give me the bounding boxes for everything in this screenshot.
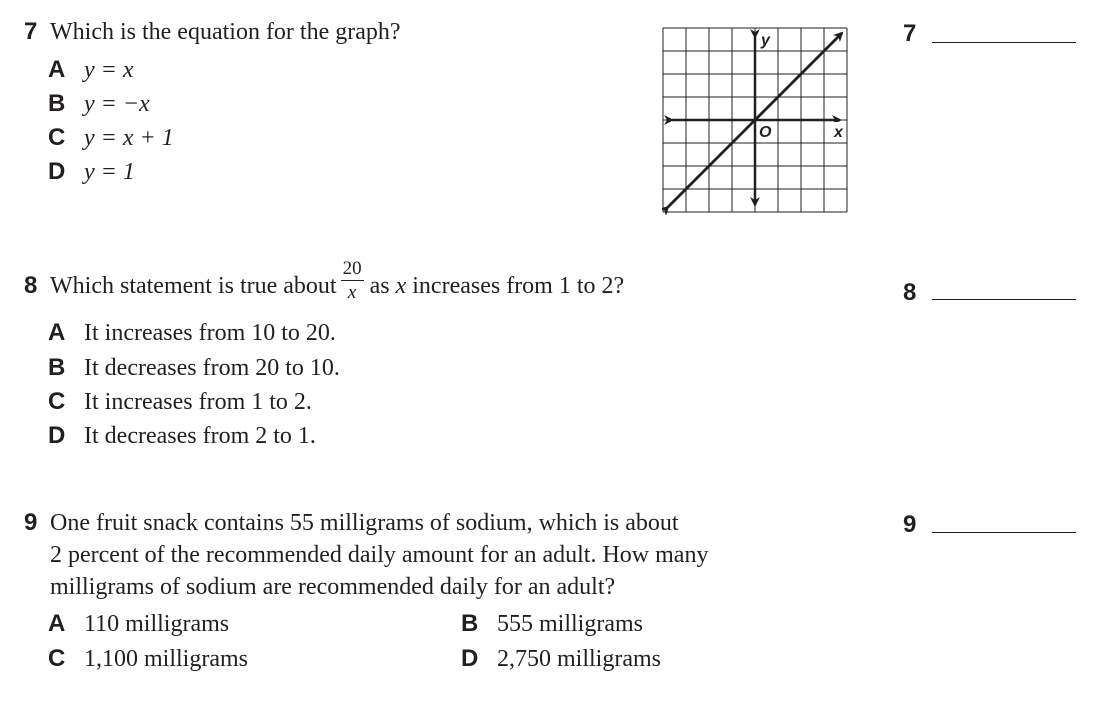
question-8-option-c[interactable] — [48, 388, 312, 416]
question-9-option-d[interactable] — [461, 645, 661, 673]
option-text: y = −x — [84, 91, 150, 117]
question-9-stem-line-2: 2 percent of the recommended daily amount for an adult. How many — [50, 542, 709, 568]
option-letter: D — [48, 422, 66, 449]
option-letter: C — [48, 124, 66, 151]
question-8-number: 8 — [24, 272, 38, 300]
question-9-option-c[interactable] — [48, 645, 248, 673]
question-8-option-b[interactable] — [48, 354, 340, 382]
question-7-number: 7 — [24, 18, 38, 45]
question-7-answer-number: 7 — [903, 20, 917, 47]
question-7-graph — [662, 27, 850, 215]
question-7-option-c[interactable] — [48, 124, 174, 152]
option-text: 110 milligrams — [84, 611, 230, 637]
y-axis-label: y — [761, 32, 770, 49]
question-9-answer-number: 9 — [903, 511, 917, 538]
question-8-text-after: increases from 1 to 2? — [412, 273, 625, 300]
fraction-denominator: x — [347, 282, 357, 303]
question-7-text: Which is the equation for the graph? — [50, 19, 401, 45]
fraction-20-over-x — [341, 259, 364, 302]
origin-label: O — [759, 124, 772, 141]
option-letter: A — [48, 610, 66, 637]
question-7-option-d[interactable] — [48, 158, 135, 186]
question-7-stem — [24, 18, 401, 46]
option-letter: C — [48, 388, 66, 415]
option-text: y = x + 1 — [84, 125, 174, 151]
option-letter: B — [48, 90, 66, 117]
question-9-stem-line-3: milligrams of sodium are recommended daily for an adult? — [50, 574, 616, 600]
option-letter: B — [461, 610, 479, 637]
fraction-numerator: 20 — [342, 258, 362, 279]
question-8-option-d[interactable] — [48, 422, 316, 450]
option-text: 555 milligrams — [497, 611, 643, 637]
option-text: It decreases from 20 to 10. — [84, 355, 340, 381]
option-text: It decreases from 2 to 1. — [84, 423, 316, 449]
question-9-answer-blank[interactable] — [932, 532, 1076, 533]
question-9-stem-line-1 — [24, 509, 679, 537]
option-letter: A — [48, 56, 66, 83]
option-letter: A — [48, 319, 66, 346]
option-letter: B — [48, 354, 66, 381]
question-9-number: 9 — [24, 509, 38, 536]
option-letter: C — [48, 645, 66, 672]
option-text: 2,750 milligrams — [497, 646, 661, 672]
option-text: 1,100 milligrams — [84, 646, 248, 672]
question-9-option-b[interactable] — [461, 610, 643, 638]
question-9-option-a[interactable] — [48, 610, 229, 638]
question-7-option-a[interactable] — [48, 56, 134, 84]
question-7-option-b[interactable] — [48, 90, 150, 118]
question-8-answer-number: 8 — [903, 279, 917, 306]
question-7-answer-blank[interactable] — [932, 42, 1076, 43]
question-8-text-as: as — [369, 273, 390, 300]
option-text: It increases from 10 to 20. — [84, 320, 336, 346]
x-axis-label: x — [834, 124, 843, 141]
option-letter: D — [48, 158, 66, 185]
question-8-option-a[interactable] — [48, 319, 336, 347]
question-8-variable: x — [395, 273, 407, 300]
option-text: y = 1 — [84, 159, 135, 185]
question-8-stem — [24, 258, 625, 304]
option-text: y = x — [84, 57, 134, 83]
option-text: It increases from 1 to 2. — [84, 389, 312, 415]
question-8-text-before: Which statement is true about — [50, 273, 337, 300]
question-9-text-line: One fruit snack contains 55 milligrams of sodium, which is about — [50, 510, 679, 536]
question-8-answer-blank[interactable] — [932, 299, 1076, 300]
option-letter: D — [461, 645, 479, 672]
